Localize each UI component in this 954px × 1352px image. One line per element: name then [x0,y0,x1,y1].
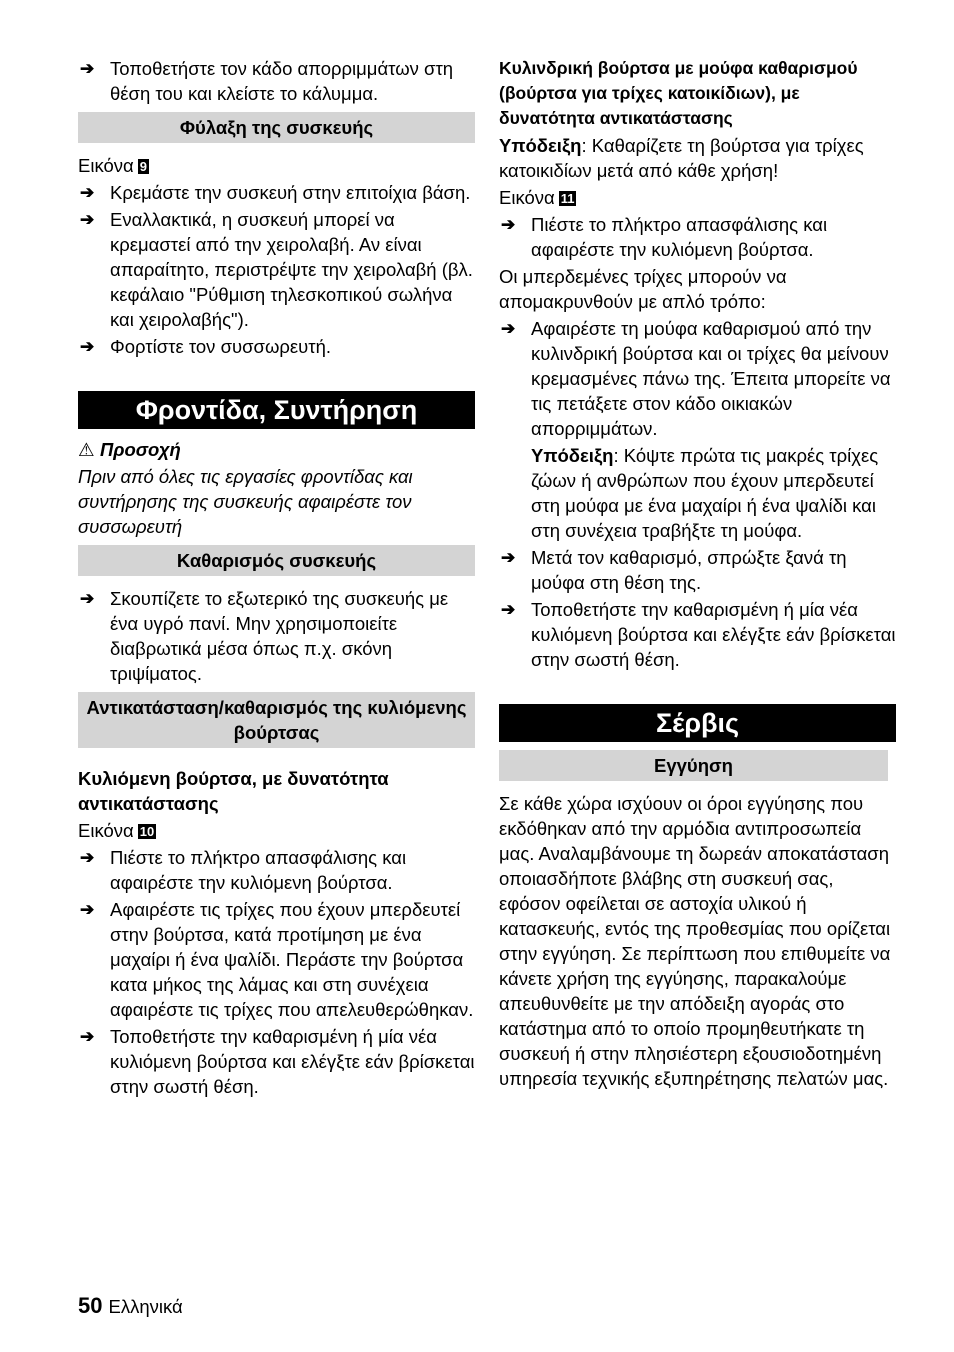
bullet-item [499,212,896,262]
bullet-text: Τοποθετήστε την καθαρισμένη ή μία νέα κυλιόμενη βούρτσα και ελέγξτε εάν βρίσκεται στην σωστή θέση. [110,1026,475,1097]
warranty-text: Σε κάθε χώρα ισχύουν οι όροι εγγύησης που εκδόθηκαν από την αρμόδια αντιπροσωπεία μας. Αναλαμβάνουμε τη δωρεάν αποκατάσταση οποιασδήποτε βλάβης στη συσκευή σας, εφόσον οφείλεται σε αστοχία υλικού ή κατασκευής, εντός της προθεσμίας που ορίζεται στην εγγύηση. Σε περίπτωση που επιθυμείτε να κάνετε χρήση της εγγύησης, παρακαλούμε απευθυνθείτε με την απόδειξη αγοράς στο κατάστημα από το οποίο προμηθευτήκατε τη συσκευή ή στην πλησιέστερη εξουσιοδοτημένη υπηρεσία τεχνικής εξυπηρέτησης πελατών μας. [499,793,891,1089]
bullet-item [499,597,896,672]
bullet-item [499,545,896,595]
bullet-item [78,180,475,205]
bullet-text: Τοποθετήστε τον κάδο απορριμμάτων στη θέση του και κλείστε το κάλυμμα. [110,58,454,104]
bullet-item [78,845,475,895]
figure-reference: Εικόνα 11 [499,187,575,208]
bullet-item [78,897,475,1022]
bullet-text: Πιέστε το πλήκτρο απασφάλισης και αφαιρέστε την κυλιόμενη βούρτσα. [110,847,407,893]
language-label: Ελληνικά [108,1296,183,1317]
arrow-right-icon: ➔ [80,900,95,919]
arrow-right-icon: ➔ [80,337,95,356]
note: Υπόδειξη: Κόψτε πρώτα τις μακρές τρίχες ζώων ή ανθρώπων που έχουν μπερδευτεί στη μούφα με ένα μαχαίρι ή ένα ψαλίδι και στη συνέχεια τραβήξτε τη μούφα. [531,445,879,541]
bullet-text: Μετά τον καθαρισμό, σπρώξτε ξανά τη μούφα στη θέση της. [531,547,847,593]
section-heading-storage: Φύλαξη της συσκευής [78,112,475,143]
page-footer [78,1293,183,1319]
bullet-text: Σκουπίζετε το εξωτερικό της συσκευής με ένα υγρό πανί. Μην χρησιμοποιείτε διαβρωτικά μέσα όπως π.χ. σκόνη τριψίματος. [110,588,449,684]
arrow-right-icon: ➔ [80,1027,95,1046]
arrow-right-icon: ➔ [501,319,516,338]
bullet-item [78,207,475,332]
arrow-right-icon: ➔ [80,59,95,78]
subsection-title: Κυλιόμενη βούρτσα, με δυνατότητα αντικατάστασης [78,768,389,814]
warning-text: Πριν από όλες τις εργασίες φροντίδας και συντήρησης της συσκευής αφαιρέστε τον συσσωρευτή [78,466,413,537]
arrow-right-icon: ➔ [501,548,516,567]
bullet-text: Κρεμάστε την συσκευή στην επιτοίχια βάση. [110,182,471,203]
figure-reference: Εικόνα 9 [78,155,147,176]
bullet-item [78,56,475,106]
arrow-right-icon: ➔ [501,600,516,619]
figure-reference: Εικόνα 10 [78,820,155,841]
section-heading-cleaning: Καθαρισμός συσκευής [78,545,475,576]
figure-number: 10 [139,824,155,839]
bullet-item [499,316,896,441]
bullet-text: Τοποθετήστε την καθαρισμένη ή μία νέα κυλιόμενη βούρτσα και ελέγξτε εάν βρίσκεται στην σωστή θέση. [531,599,896,670]
subsection-title: Κυλινδρική βούρτσα με μούφα καθαρισμού (βούρτσα για τρίχες κατοικίδιων), με δυνατότητα αντικατάστασης [499,58,858,128]
arrow-right-icon: ➔ [80,210,95,229]
bullet-text: Εναλλακτικά, η συσκευή μπορεί να κρεμαστεί από την χειρολαβή. Αν είναι απαραίτητο, περιστρέψτε την χειρολαβή (βλ. κεφάλαιο "Ρύθμιση τηλεσκοπικού σωλήνα και χειρολαβής"). [110,209,473,330]
chapter-heading-service: Σέρβις [499,704,896,742]
bullet-text: Αφαιρέστε τις τρίχες που έχουν μπερδευτεί στην βούρτσα, κατά προτίμηση με ένα μαχαίρι ή ένα ψαλίδι. Περάστε την βούρτσα κατα μήκος της λάμας και στη συνέχεια αφαιρέστε τις τρίχες που απελευθερώθηκαν. [110,899,474,1020]
arrow-right-icon: ➔ [80,589,95,608]
chapter-heading-care: Φροντίδα, Συντήρηση [78,391,475,429]
bullet-text: Πιέστε το πλήκτρο απασφάλισης και αφαιρέστε την κυλιόμενη βούρτσα. [531,214,828,260]
bullet-item [78,334,475,359]
right-column [499,56,896,1093]
warning-triangle-icon: ⚠ [78,439,95,460]
warning-title: ⚠ Προσοχή [78,439,181,460]
figure-number: 11 [560,191,575,206]
section-heading-replace: Αντικατάσταση/καθαρισμός της κυλιόμενης βούρτσας [78,692,475,748]
figure-number: 9 [139,159,147,174]
bullet-text: Αφαιρέστε τη μούφα καθαρισμού από την κυλινδρική βούρτσα και οι τρίχες θα μείνουν κρεμασμένες πάνω της. Έπειτα μπορείτε να τις πετάξετε στον κάδο οικιακών απορριμμάτων. [531,318,891,439]
arrow-right-icon: ➔ [80,848,95,867]
page-number: 50 [78,1293,103,1318]
arrow-right-icon: ➔ [501,215,516,234]
bullet-item [78,1024,475,1099]
paragraph: Οι μπερδεμένες τρίχες μπορούν να απομακρυνθούν με απλό τρόπο: [499,266,787,312]
left-column [78,56,475,1101]
bullet-text: Φορτίστε τον συσσωρευτή. [110,336,332,357]
note: Υπόδειξη: Καθαρίζετε τη βούρτσα για τρίχες κατοικιδίων μετά από κάθε χρήση! [499,135,864,181]
section-heading-warranty: Εγγύηση [499,750,888,781]
bullet-item [78,586,475,686]
arrow-right-icon: ➔ [80,183,95,202]
